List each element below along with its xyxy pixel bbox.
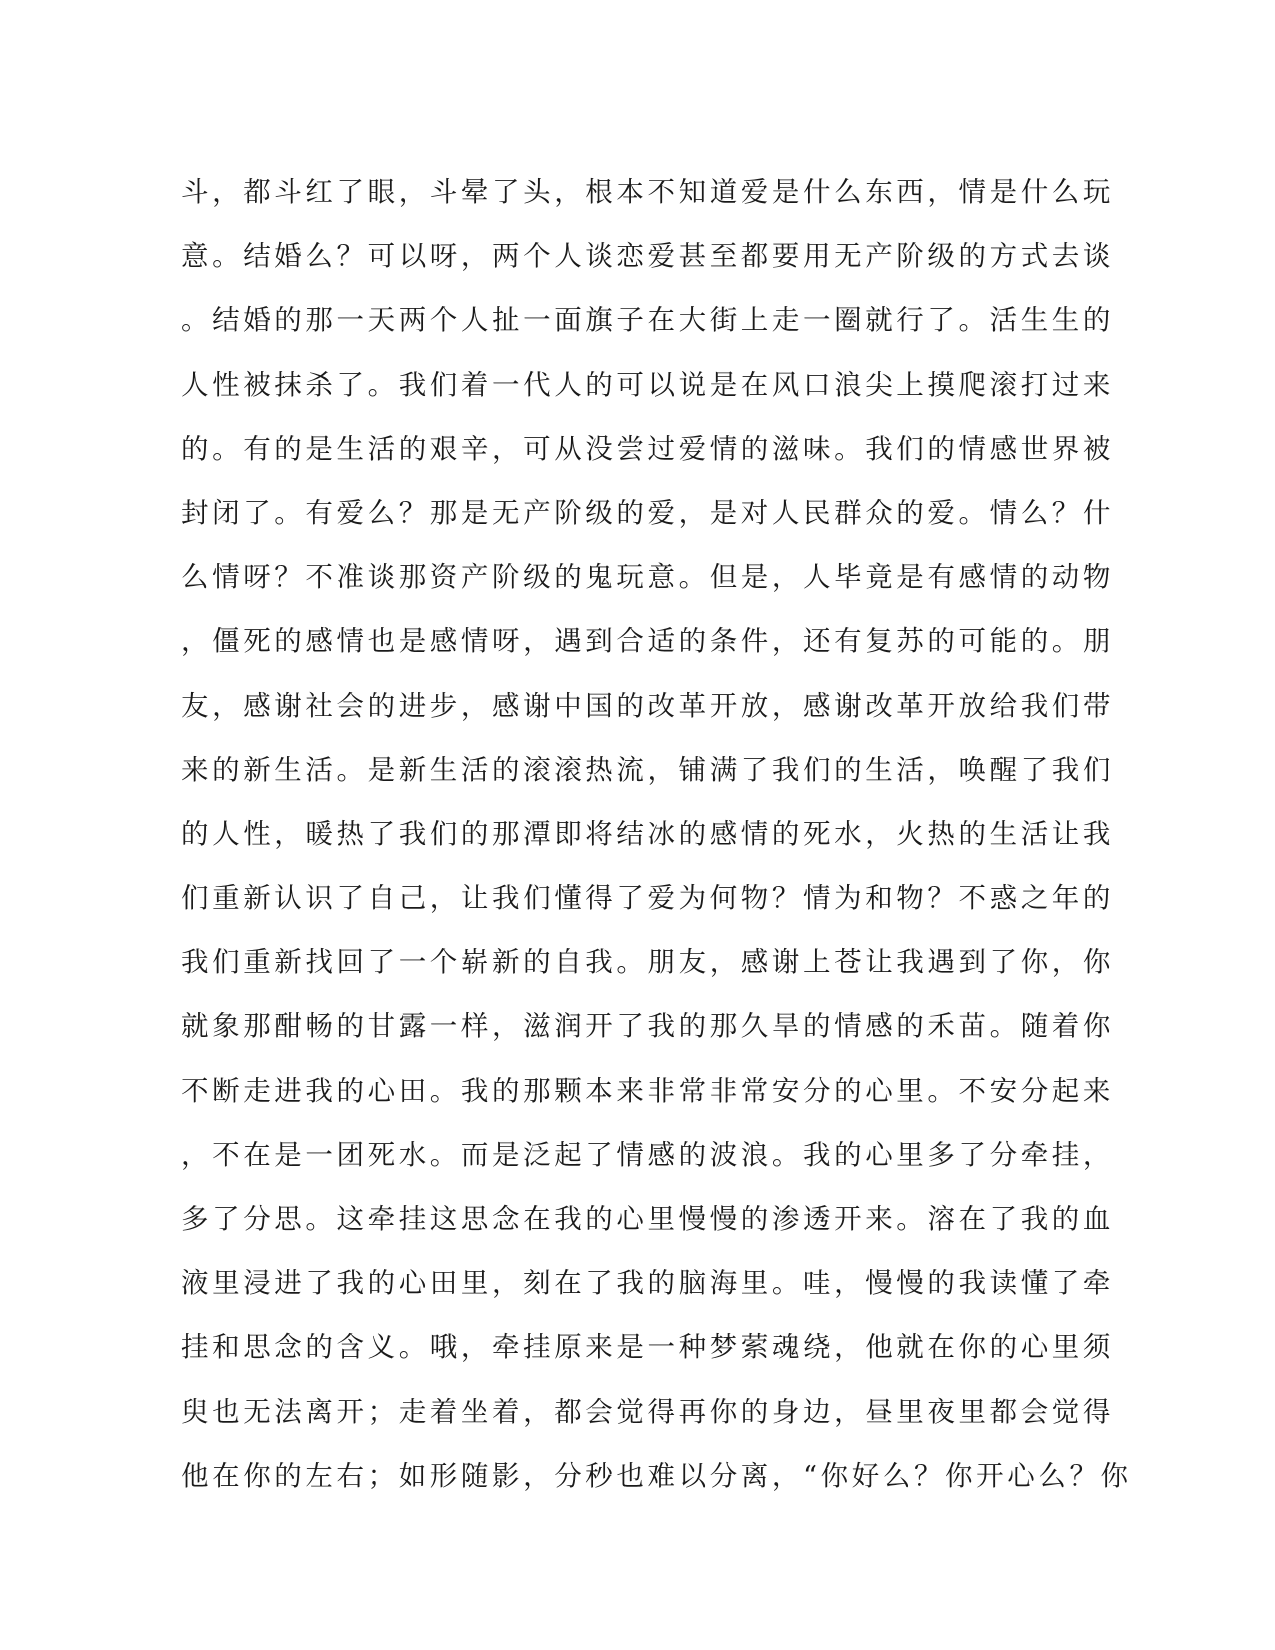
text-line: 液里浸进了我的心田里，刻在了我的脑海里。哇，慢慢的我读懂了牵 xyxy=(181,1267,1114,1300)
text-line: 挂和思念的含义。哦，牵挂原来是一种梦萦魂绕，他就在你的心里须 xyxy=(181,1331,1114,1364)
body-text xyxy=(181,160,1132,1508)
text-line: 的。有的是生活的艰辛，可从没尝过爱情的滋味。我们的情感世界被 xyxy=(181,432,1114,465)
text-line: ，僵死的感情也是感情呀，遇到合适的条件，还有复苏的可能的。朋 xyxy=(181,625,1114,658)
text-line: 人性被抹杀了。我们着一代人的可以说是在风口浪尖上摸爬滚打过来 xyxy=(181,368,1114,401)
text-line: ，不在是一团死水。而是泛起了情感的波浪。我的心里多了分牵挂， xyxy=(181,1138,1114,1171)
text-line: 友，感谢社会的进步，感谢中国的改革开放，感谢改革开放给我们带 xyxy=(181,689,1114,722)
text-line: 多了分思。这牵挂这思念在我的心里慢慢的渗透开来。溶在了我的血 xyxy=(181,1203,1114,1235)
text-line: 么情呀？不准谈那资产阶级的鬼玩意。但是，人毕竟是有感情的动物 xyxy=(181,561,1114,594)
text-line: 意。结婚么？可以呀，两个人谈恋爱甚至都要用无产阶级的方式去谈 xyxy=(181,240,1114,273)
text-line: 。结婚的那一天两个人扯一面旗子在大街上走一圈就行了。活生生的 xyxy=(181,304,1114,337)
text-line: 来的新生活。是新生活的滚滚热流，铺满了我们的生活，唤醒了我们 xyxy=(181,753,1114,786)
text-line: 就象那酣畅的甘露一样，滋润开了我的那久旱的情感的禾苗。随着你 xyxy=(181,1010,1114,1043)
text-line: 的人性，暖热了我们的那潭即将结冰的感情的死水，火热的生活让我 xyxy=(181,817,1114,850)
text-line: 不断走进我的心田。我的那颗本来非常非常安分的心里。不安分起来 xyxy=(181,1074,1114,1107)
text-line: 们重新认识了自己，让我们懂得了爱为何物？情为和物？不惑之年的 xyxy=(181,882,1114,915)
text-line: 他在你的左右；如形随影，分秒也难以分离，“你好么？你开心么？你 xyxy=(181,1459,1132,1492)
text-line: 封闭了。有爱么？那是无产阶级的爱，是对人民群众的爱。情么？什 xyxy=(181,496,1114,529)
text-line: 臾也无法离开；走着坐着，都会觉得再你的身边，昼里夜里都会觉得 xyxy=(181,1395,1114,1428)
text-line: 我们重新找回了一个崭新的自我。朋友，感谢上苍让我遇到了你，你 xyxy=(181,946,1114,979)
text-line: 斗，都斗红了眼，斗晕了头，根本不知道爱是什么东西，情是什么玩 xyxy=(181,176,1114,208)
